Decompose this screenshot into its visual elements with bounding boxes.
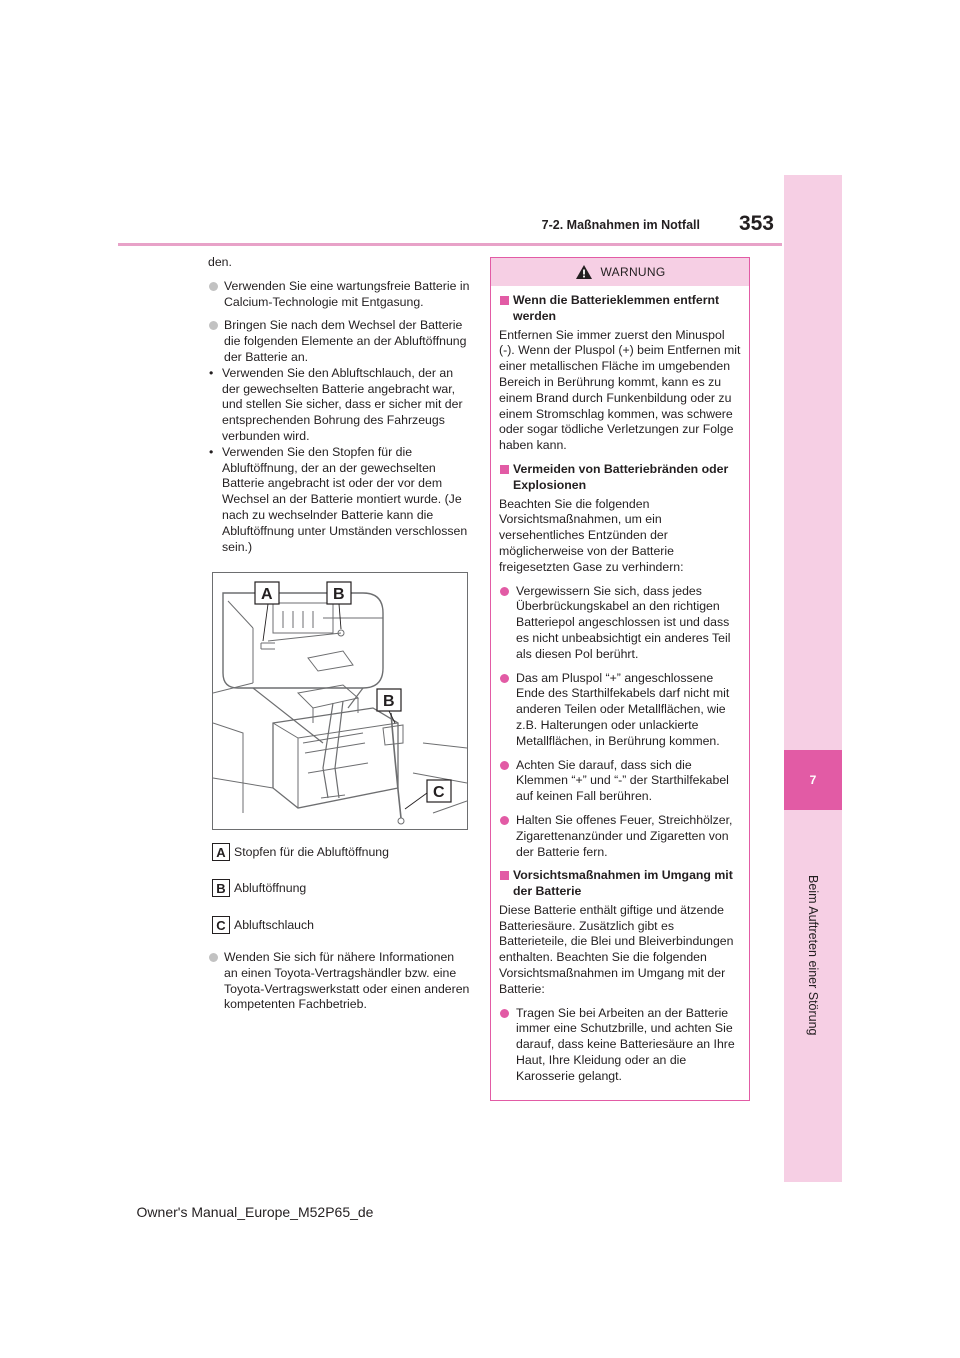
bullet-icon xyxy=(500,674,509,683)
warning-title: WARNUNG xyxy=(600,265,666,279)
legend-text-b: Abluftöffnung xyxy=(234,881,307,895)
left-column-tail xyxy=(208,950,470,1021)
legend-badge-c: C xyxy=(212,916,230,934)
bullet-text: Verwenden Sie eine wartungsfreie Batterie in Calcium-Technologie mit Entgasung. xyxy=(224,278,470,309)
legend-badge-b: B xyxy=(212,879,230,897)
bullet-icon xyxy=(209,321,218,330)
bullet-icon xyxy=(500,587,509,596)
bullet-text: Halten Sie offenes Feuer, Streichhölzer, Zigarettenanzünder und Zigaretten von der Batterie fern. xyxy=(516,812,733,859)
bullet-text: Bringen Sie nach dem Wechsel der Batterie die folgenden Elemente an der Abluftöffnung der Batterie an. xyxy=(224,318,467,364)
sub-list-item xyxy=(208,445,470,556)
bullet-icon xyxy=(500,1009,509,1018)
sub-item-text: Verwenden Sie den Abluftschlauch, der an der gewechselten Batterie angebracht war, und stellen Sie sicher, dass er sicher mit der entsprechenden Bohrung des Fahrzeugs verbunden wird. xyxy=(222,365,463,443)
square-bullet-icon xyxy=(500,871,509,880)
bullet-text: Tragen Sie bei Arbeiten an der Batterie immer eine Schutzbrille, und achten Sie darauf, dass keine Batteriesäure an Ihre Haut, Ihre Kleidung oder an die Karosserie gelangt. xyxy=(516,1005,735,1083)
list-item xyxy=(208,279,470,311)
list-item xyxy=(208,950,470,1013)
sub-list-item xyxy=(208,366,470,445)
sub-item-text: Verwenden Sie den Stopfen für die Abluftöffnung, der an der gewechselten Batterie angebracht ist oder der vor dem Wechsel an der Batterie montiert wurde. (Je nach zu wechselnder Batterie kann die Abluftöffnung unter Umständen verschlossen sein.) xyxy=(222,444,468,554)
chapter-title: Beim Auftreten einer Störung xyxy=(806,874,820,1036)
footer-text: Owner's Manual_Europe_M52P65_de xyxy=(136,1204,374,1220)
list-item xyxy=(499,813,741,860)
warning-section-text: Diese Batterie enthält giftige und ätzende Batteriesäure. Zusätzlich gibt es Batterieteile, die Blei und Bleiverbindungen enthalten. Beachten Sie die folgenden Vorsichtsmaßnahmen im Umgang mit der Batterie: xyxy=(499,902,734,996)
intro-fragment: den. xyxy=(208,255,232,269)
sub-bullet-icon: • xyxy=(209,365,214,380)
legend-item-c xyxy=(212,916,314,934)
warning-body xyxy=(491,286,749,1085)
heading-text: Vorsichtsmaßnahmen im Umgang mit der Batterie xyxy=(513,868,733,899)
bullet-text: Das am Pluspol “+” angeschlossene Ende des Starthilfekabels darf nicht mit anderen Teilen oder Metallflächen, wie z.B. Halterungen oder unlackierte Metallflächen, in Berührung kommen. xyxy=(516,670,730,748)
square-bullet-icon xyxy=(500,465,509,474)
warning-triangle-icon xyxy=(575,264,593,280)
warning-header xyxy=(491,258,749,286)
callout-a: A xyxy=(261,586,273,603)
bullet-icon xyxy=(209,282,218,291)
legend-text-c: Abluftschlauch xyxy=(234,918,314,932)
section-title: 7-2. Maßnahmen im Notfall xyxy=(541,218,700,232)
heading-text: Vermeiden von Batteriebränden oder Explosionen xyxy=(513,461,729,492)
bullet-icon xyxy=(500,761,509,770)
bullet-icon xyxy=(209,953,218,962)
warning-section-text: Beachten Sie die folgenden Vorsichtsmaßnahmen, um ein versehentliches Entzünden der möglicherweise von der Batterie freigesetzten Gase zu verhindern: xyxy=(499,496,684,574)
list-item xyxy=(499,584,741,663)
header-rule xyxy=(118,243,782,246)
callout-b-2: B xyxy=(383,693,395,710)
left-column xyxy=(208,255,470,555)
warning-section-heading xyxy=(499,462,741,494)
bullet-text: Vergewissern Sie sich, dass jedes Überbrückungskabel an den richtigen Batteriepol angeschlossen ist und dass es nicht unbeabsichtigt ein anderes Teil als diesen Pol berührt. xyxy=(516,583,731,661)
page-number: 353 xyxy=(738,212,774,235)
bullet-text: Achten Sie darauf, dass sich die Klemmen “+” und “-” der Starthilfekabel auf keinen Fall berühren. xyxy=(516,757,729,804)
warning-box xyxy=(490,257,750,1101)
list-item xyxy=(208,318,470,365)
warning-section-heading xyxy=(499,293,741,325)
chapter-side-tab xyxy=(784,175,842,1182)
legend-badge-a: A xyxy=(212,843,230,861)
list-item xyxy=(499,1006,741,1085)
list-item xyxy=(499,671,741,750)
battery-illustration xyxy=(212,572,468,830)
battery-drawing xyxy=(213,573,467,829)
bullet-text: Wenden Sie sich für nähere Informationen an einen Toyota-Vertragshändler bzw. eine Toyota-Vertragswerkstatt oder einen anderen kompetenten Fachbetrieb. xyxy=(224,950,470,1012)
legend-text-a: Stopfen für die Abluftöffnung xyxy=(234,845,389,859)
list-item xyxy=(499,758,741,805)
legend-item-a xyxy=(212,843,389,861)
heading-text: Wenn die Batterieklemmen entfernt werden xyxy=(513,293,720,323)
sub-bullet-icon: • xyxy=(209,444,214,459)
warning-section-text: Entfernen Sie immer zuerst den Minuspol (-). Wenn der Pluspol (+) beim Entfernen mit einer metallischen Fläche im umgebenden Bereich in Berührung kommt, kann es zu einem Brand durch Funkenbildung oder zu einem Stromschlag kommen, was schwere oder sogar tödliche Verletzungen zur Folge haben kann. xyxy=(499,327,741,453)
callout-b: B xyxy=(333,586,345,603)
square-bullet-icon xyxy=(500,296,509,305)
chapter-number: 7 xyxy=(784,750,842,810)
warning-section-heading xyxy=(499,868,741,900)
callout-c: C xyxy=(433,784,445,801)
bullet-icon xyxy=(500,816,509,825)
legend-item-b xyxy=(212,879,306,897)
